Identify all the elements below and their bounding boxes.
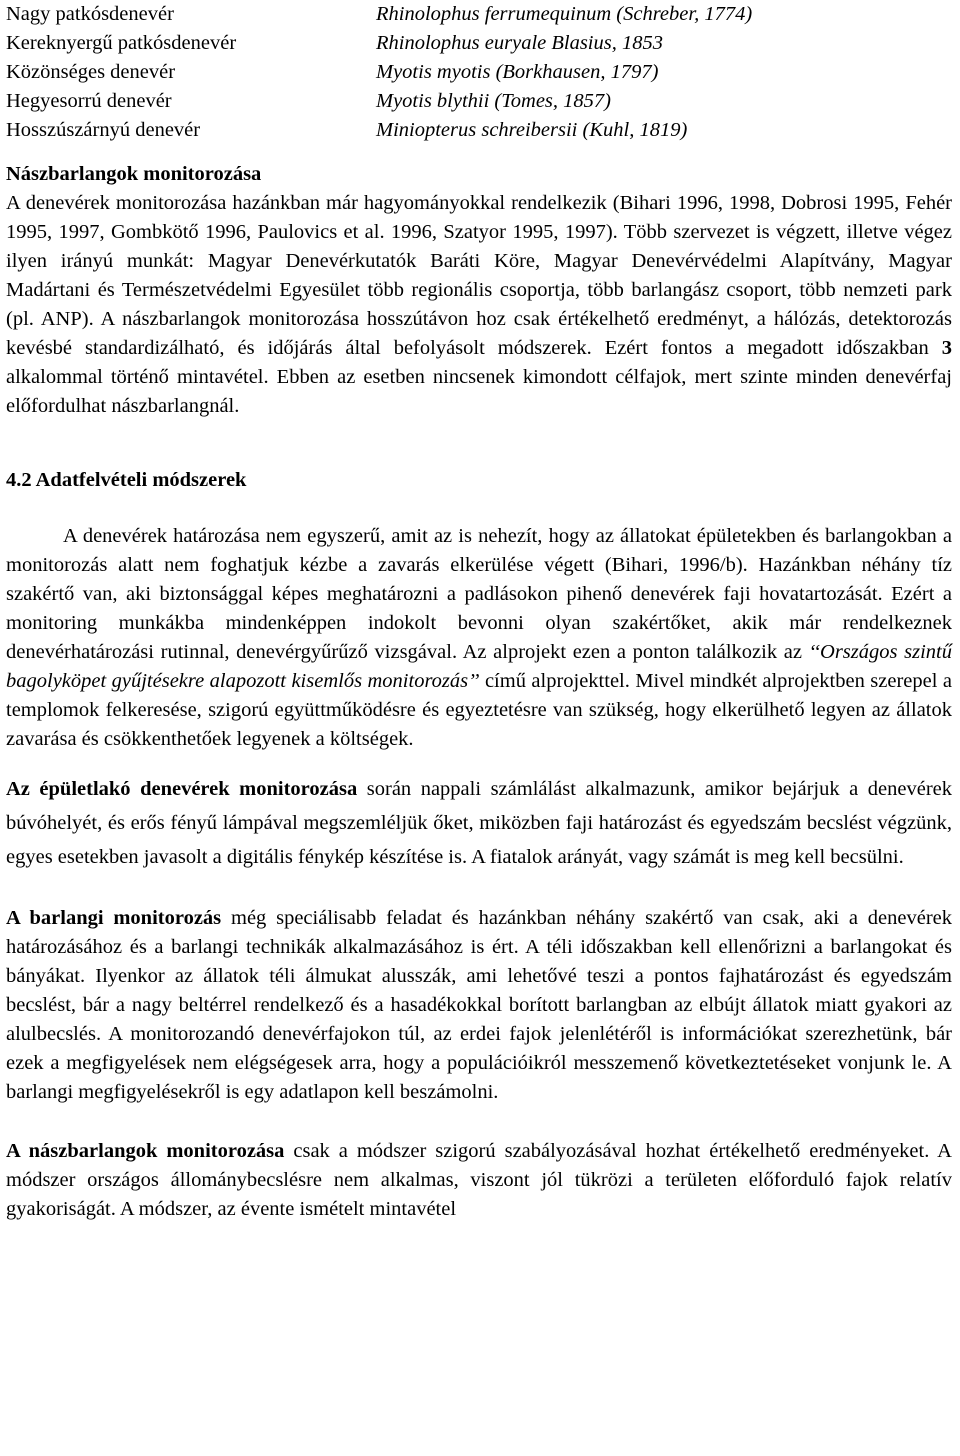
paragraph-lead-bold: A barlangi monitorozás [6, 907, 222, 929]
section-paragraph [6, 772, 952, 874]
species-row [6, 87, 952, 116]
species-list [6, 0, 952, 145]
section-paragraph [6, 904, 952, 1107]
species-row [6, 29, 952, 58]
species-hungarian-name: Nagy patkósdenevér [6, 3, 174, 25]
species-hungarian-name: Közönséges denevér [6, 61, 176, 83]
paragraph-text: című alprojekttel. Mivel mindkét alprojektben szerepel a templomok felkeresése, szigorú együttműködésre és egyeztetésre van szükség, hogy elkerülhető legyen az állatok zavarása és csökkenthetőek legyenek a költségek. [6, 670, 952, 750]
species-hungarian-name: Hosszúszárnyú denevér [6, 119, 201, 141]
species-latin-name: Rhinolophus euryale Blasius, 1853 [376, 32, 663, 54]
paragraph-text: A denevérek határozása nem egyszerű, amit az is nehezít, hogy az állatokat épületekben és barlangokban a monitorozás alatt nem foghatjuk kézbe a zavarás elkerülése végett (Bihari, 1996/b). Hazánkban néhány tíz szakértő van, aki biztonsággal képes meghatározni a padlásokon pihenő denevérek faji hovatartozását. Ezért a monitoring munkákba mindenképpen indokolt bevonni olyan szakértőket, akik már rendelkeznek denevérhatározási rutinnal, denevérgyűrűző vizsgával. Az alprojekt ezen a ponton találkozik az [6, 525, 952, 663]
species-latin-name: Rhinolophus ferrumequinum (Schreber, 1774) [376, 3, 753, 25]
paragraph-block [6, 772, 952, 874]
section-heading-naszbarlangok: Nászbarlangok monitorozása [6, 163, 262, 185]
paragraph-lead-bold: A nászbarlangok monitorozása [6, 1140, 285, 1162]
species-latin-name: Myotis myotis (Borkhausen, 1797) [376, 61, 659, 83]
species-row [6, 58, 952, 87]
species-row [6, 0, 952, 29]
paragraph-text: még speciálisabb feladat és hazánkban néhány szakértő van csak, aki a denevérek határozásához és a barlangi technikák alkalmazásához is ért. A téli időszakban kell ellenőrizni a barlangokat és bányákat. Ilyenkor az állatok téli álmukat alusszák, ami lehetővé teszi a pontos fajhatározást és egyedszám becslést, bár a nagy beltérrel rendelkező és a hasadékokkal borított barlangban az elbújt állatok miatt gyakori az alulbecslés. A monitorozandó denevérfajokon túl, az erdei fajok jelenlétéről is információkat szerezhetünk, bár ezek a megfigyelések nem elégségesek arra, hogy a populációikról messzemenő következtetéseket vonjunk le. A barlangi megfigyelésekről is egy adatlapon kell beszámolni. [6, 907, 952, 1103]
species-row [6, 116, 952, 145]
paragraph-lead-bold: Az épületlakó denevérek monitorozása [6, 778, 358, 800]
section-heading-adatfelveteli [6, 466, 952, 495]
species-hungarian-name: Hegyesorrú denevér [6, 90, 172, 112]
paragraph-text: A denevérek monitorozása hazánkban már hagyományokkal rendelkezik (Bihari 1996, 1998, Dobrosi 1995, Fehér 1995, 1997, Gombkötő 1996, Paulovics et al. 1996, Szatyor 1995, 1997). Több szervezet is végzett, illetve végez ilyen irányú munkát: Magyar Denevérkutatók Baráti Köre, Magyar Denevérvédelmi Alapítvány, Magyar Madártani és Természetvédelmi Egyesület több regionális csoportja, több barlangász csoport, több nemzeti park (pl. ANP). A nászbarlangok monitorozása hosszútávon hoz csak értékelhető eredményt, a hálózás, detektorozás kevésbé standardizálható, és időjárás által befolyásolt módszerek. Ezért fontos a megadott időszakban [6, 192, 952, 359]
section-paragraph [6, 1137, 952, 1224]
project-title-italic: ‘‘Országos szintű bagolyköpet gyűjtésekre alapozott kisemlős monitorozás’’ [6, 641, 952, 692]
section-title-text: Adatfelvételi módszerek [31, 469, 247, 491]
paragraph-text: alkalommal történő mintavétel. Ebben az esetben nincsenek kimondott célfajok, mert szinte minden denevérfaj előfordulhat nászbarlangnál. [6, 366, 952, 417]
species-latin-name: Miniopterus schreibersii (Kuhl, 1819) [376, 119, 688, 141]
species-latin-name: Myotis blythii (Tomes, 1857) [376, 90, 611, 112]
paragraph-text: csak a módszer szigorú szabályozásával hozhat értékelhető eredményeket. A módszer országos állománybecslésre nem alkalmas, viszont jól tükrözi a területen előforduló fajok relatív gyakoriságát. A módszer, az évente ismételt mintavétel [6, 1140, 952, 1220]
paragraph-text: során nappali számlálást alkalmazunk, amikor bejárjuk a denevérek búvóhelyét, és erős fényű lámpával megszemléljük őket, miközben faji határozást és egyedszám becslést végzünk, egyes esetekben javasolt a digitális fénykép készítése is. A fiatalok arányát, vagy számát is meg kell becsülni. [6, 778, 953, 868]
species-hungarian-name: Kereknyergű patkósdenevér [6, 32, 237, 54]
section-paragraph [6, 189, 952, 421]
section-number: 4.2 [6, 469, 32, 491]
section-paragraph [6, 522, 952, 754]
emphasis-number: 3 [941, 337, 952, 359]
